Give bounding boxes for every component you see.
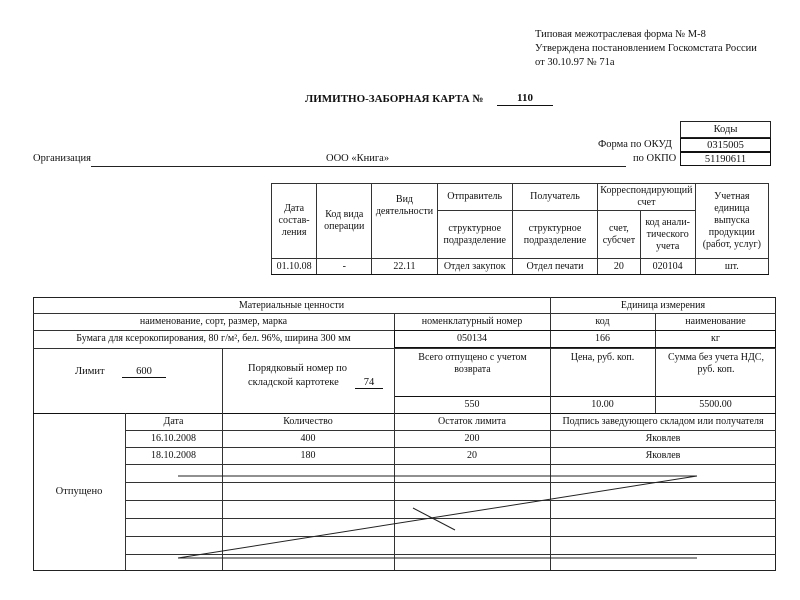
value-receiver: Отдел печати: [512, 259, 597, 275]
issued-label: Отпущено: [55, 485, 103, 497]
card-number: 110: [497, 92, 553, 106]
limit-value: 600: [122, 366, 166, 378]
card-number-label-line1: Порядковый номер по: [248, 363, 348, 374]
nomenclature-header: номенклатурный номер: [421, 315, 523, 327]
total-value: 550: [464, 398, 480, 410]
materials-header: Материальные ценности: [238, 299, 345, 311]
price-header: Цена, руб. коп.: [570, 352, 635, 363]
card-number-value: 74: [355, 377, 383, 389]
unit-code-value: 166: [595, 333, 610, 344]
form-date-line: от 30.10.97 № 71а: [535, 57, 615, 68]
issued-row-signature: Яковлев: [645, 449, 681, 461]
okpo-label: по ОКПО: [633, 153, 677, 164]
issued-row-remaining: 20: [467, 449, 477, 461]
issued-header-quantity: Количество: [283, 415, 333, 427]
unit-name-header: наименование: [685, 315, 746, 327]
sum-value: 5500.00: [699, 398, 732, 410]
value-account: 20: [598, 259, 641, 275]
value-unit: шт.: [695, 259, 768, 275]
price-value: 10.00: [591, 398, 614, 410]
issued-row-date: 16.10.2008: [151, 432, 196, 444]
okpo-value: 51190611: [680, 152, 771, 166]
total-header: Всего отпущено с учетом возврата: [418, 352, 527, 375]
organization-value: ООО «Книга»: [326, 153, 390, 164]
issued-header-remaining: Остаток лимита: [438, 415, 506, 427]
header-date: Дата состав-ления: [272, 184, 317, 259]
card-number-label-line2: складской картотеке: [248, 377, 339, 388]
unit-header: Единица измерения: [620, 299, 706, 311]
value-activity: 22.11: [372, 259, 437, 275]
issued-row-quantity: 180: [300, 449, 316, 461]
organization-label: Организация: [33, 153, 91, 164]
header-corr-account: Корреспондирующий счет: [598, 184, 696, 211]
value-sender: Отдел закупок: [437, 259, 512, 275]
header-receiver: Получатель: [512, 184, 597, 211]
document-title: ЛИМИТНО-ЗАБОРНАЯ КАРТА №: [305, 93, 484, 105]
limit-label: Лимит: [75, 366, 105, 377]
issued-row-signature: Яковлев: [645, 432, 681, 444]
okud-value: 0315005: [680, 138, 771, 152]
issued-header-signature: Подпись заведующего складом или получателя: [562, 415, 764, 427]
name-header: наименование, сорт, размер, марка: [139, 315, 288, 327]
header-receiver-sub: структурное подразделение: [512, 211, 597, 259]
codes-header: Коды: [680, 121, 771, 138]
value-op-code: -: [317, 259, 372, 275]
value-date: 01.10.08: [272, 259, 317, 275]
header-unit: Учетная единица выпуска продукции (работ, услуг): [695, 184, 768, 259]
value-analytic-code: 020104: [640, 259, 695, 275]
form-type-line: Типовая межотраслевая форма № М-8: [535, 29, 706, 40]
form-approved-line: Утверждена постановлением Госкомстата России: [535, 43, 757, 54]
nomenclature-value: 050134: [457, 333, 487, 344]
okud-label: Форма по ОКУД: [598, 139, 672, 150]
header-activity: Вид деятельности: [372, 184, 437, 259]
material-name: Бумага для ксерокопирования, 80 г/м², бел. 96%, ширина 300 мм: [76, 333, 351, 344]
header-analytic-code: код анали-тического учета: [640, 211, 695, 259]
issued-row-date: 18.10.2008: [151, 449, 196, 461]
header-account-sub: счет, субсчет: [598, 211, 641, 259]
header-sender-sub: структурное подразделение: [437, 211, 512, 259]
header-sender: Отправитель: [437, 184, 512, 211]
header-op-code: Код вида операции: [317, 184, 372, 259]
unit-code-header: код: [595, 315, 610, 327]
sum-header: Сумма без учета НДС, руб. коп.: [668, 352, 764, 375]
issued-header-date: Дата: [163, 415, 184, 427]
issued-row-remaining: 200: [464, 432, 480, 444]
issued-row-quantity: 400: [300, 432, 316, 444]
unit-name-value: кг: [711, 333, 720, 344]
